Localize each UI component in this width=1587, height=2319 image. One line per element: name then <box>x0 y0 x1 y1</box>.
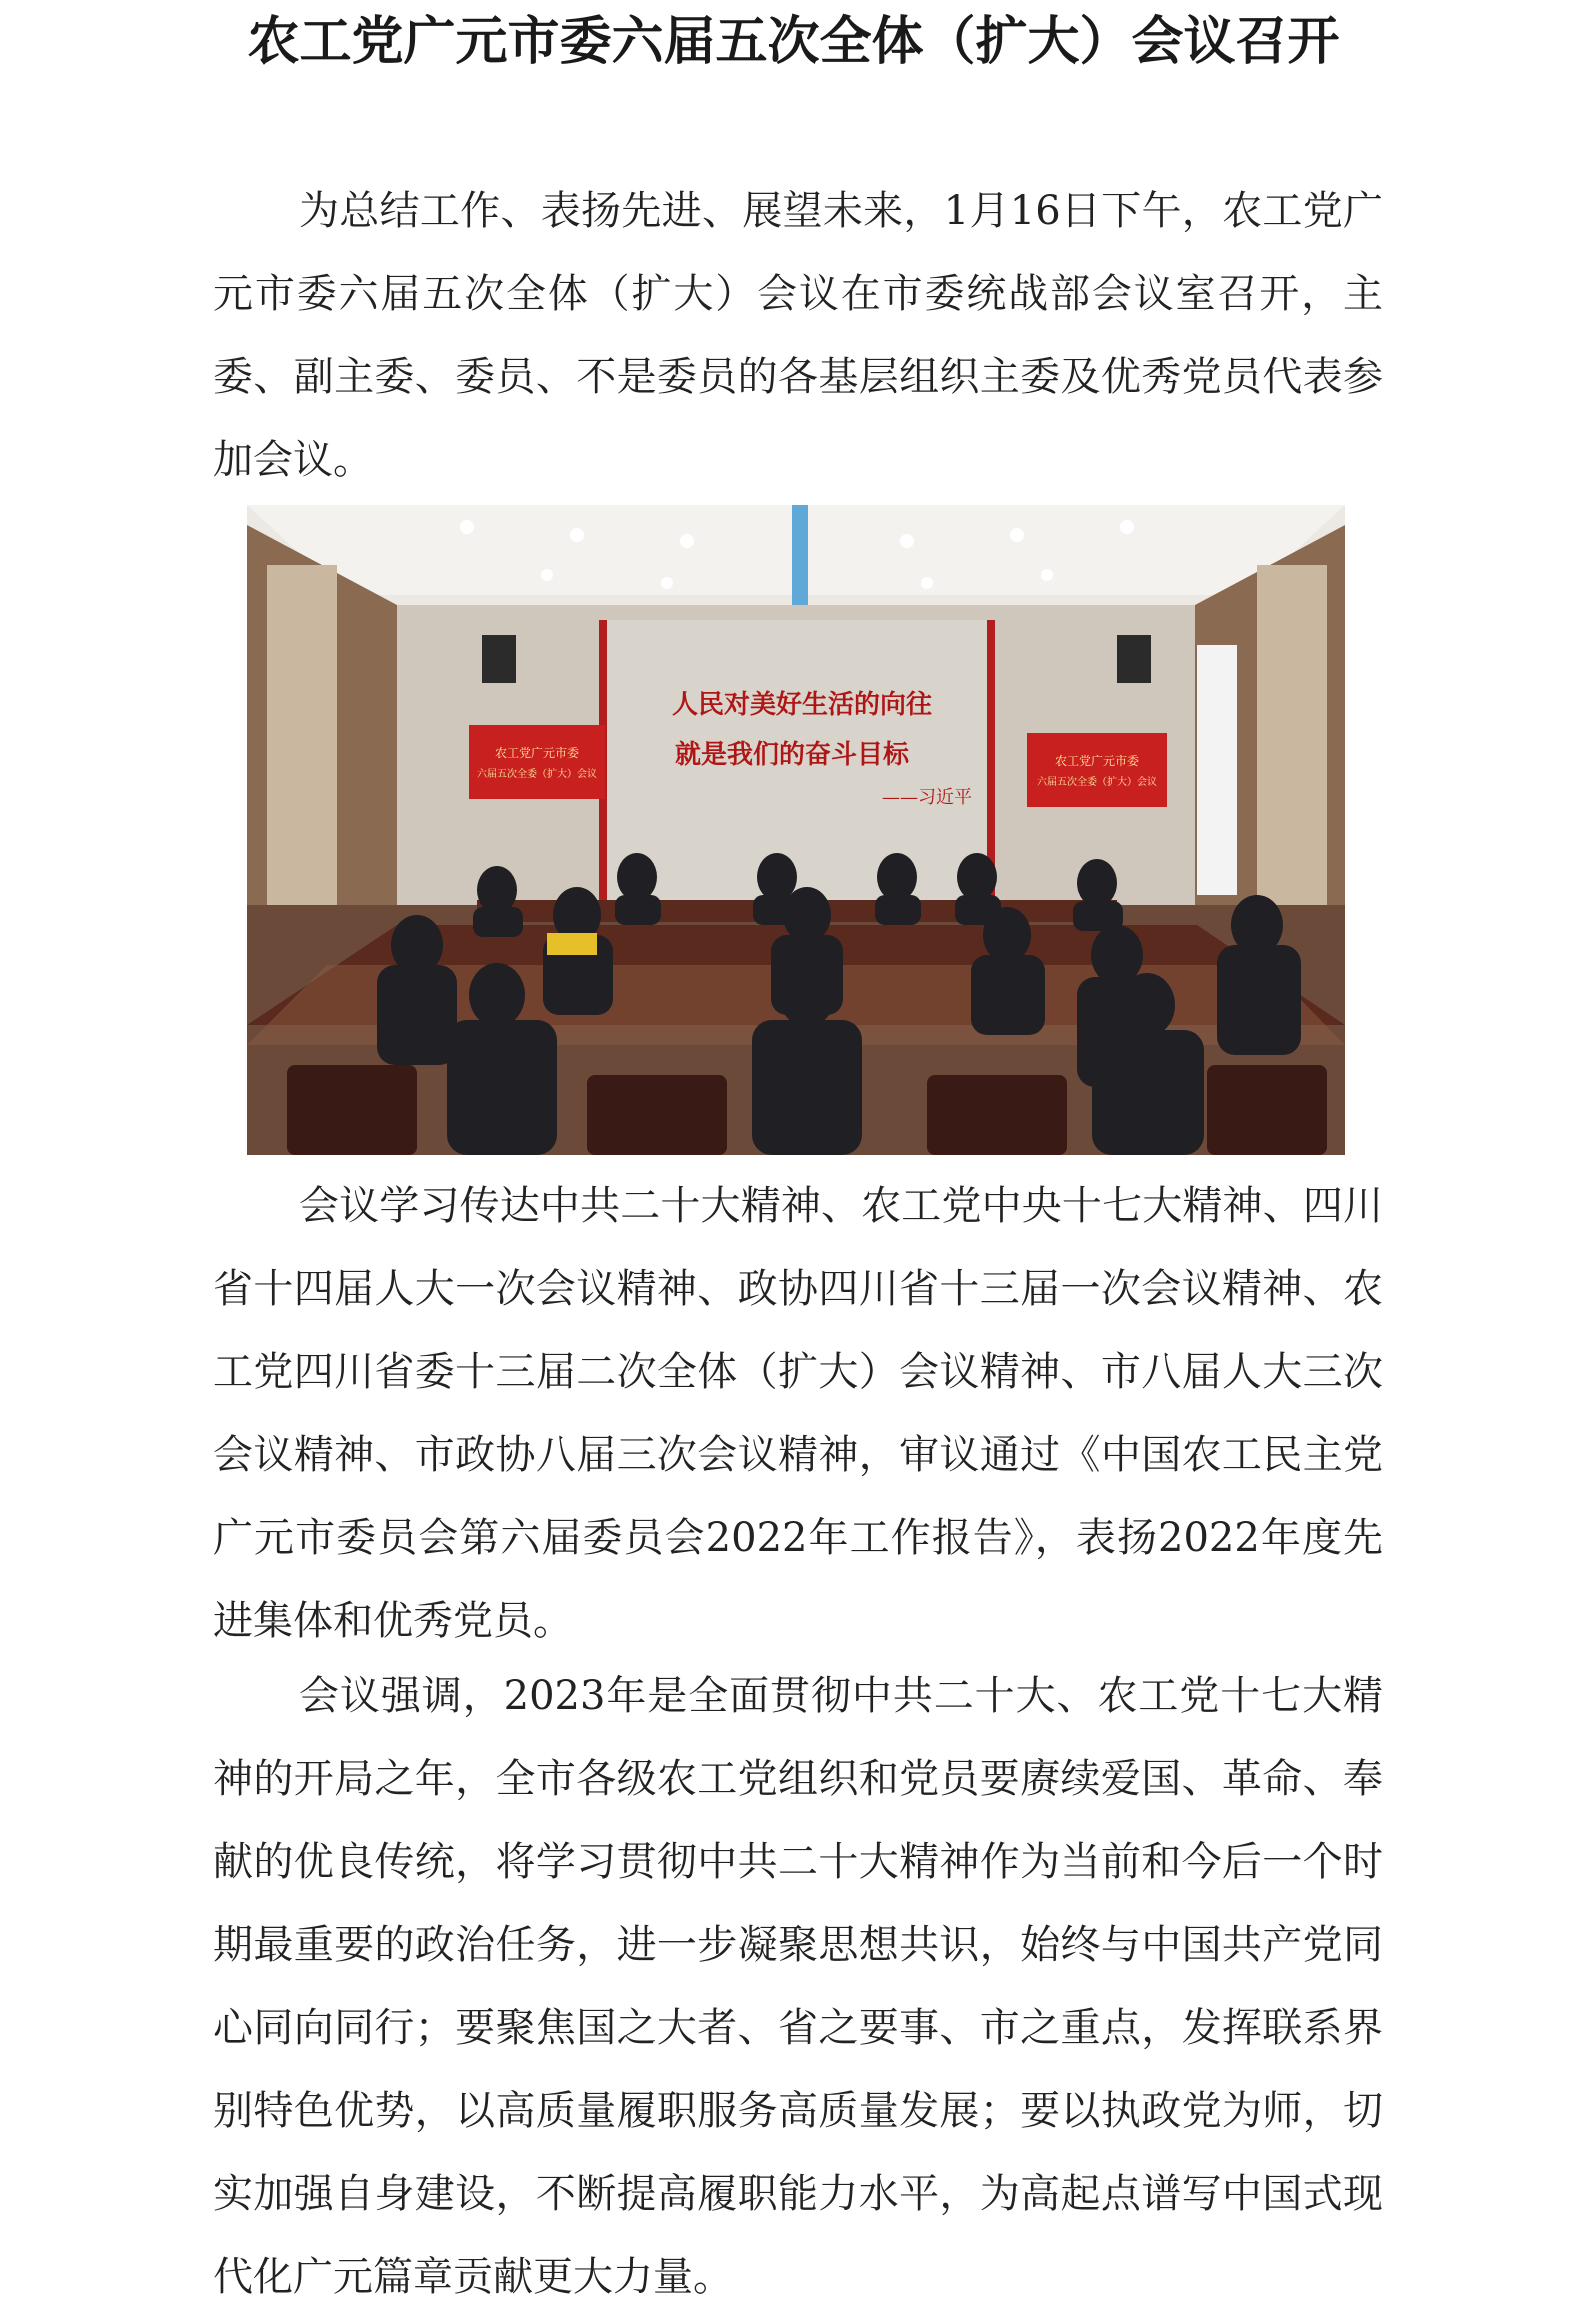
paragraph-content: 会议学习传达中共二十大精神、农工党中央十七大精神、四川省十四届人大一次会议精神、政协四川省十三届一次会议精神、农工党四川省委十三届二次全体（扩大）会议精神、市八届人大三次会议精神、市政协八届三次会议精神，审议通过《中国农工民主党广元市委员会第六届委员会2022年工作报告》，表扬2022年度先进集体和优秀党员。 <box>213 1183 1383 1644</box>
yellow-jacket <box>547 933 597 955</box>
banner-left-line2: 六届五次全委（扩大）会议 <box>477 769 597 780</box>
banner-left-line1: 农工党广元市委 <box>494 746 580 760</box>
banner-left <box>469 725 605 799</box>
air-conditioner <box>1197 645 1237 895</box>
wall-slogan-signature: ——习近平 <box>882 787 972 808</box>
paragraph-intro: 为总结工作、表扬先进、展望未来，1月16日下午，农工党广元市委六届五次全体（扩大）会议在市委统战部会议室召开，主委、副主委、委员、不是委员的各基层组织主委及优秀党员代表参加会议。 <box>213 188 1383 483</box>
article-title: 农工党广元市委六届五次全体（扩大）会议召开 <box>247 11 1340 72</box>
banner-right-line2: 六届五次全委（扩大）会议 <box>1037 777 1157 788</box>
wall-slogan-line1: 人民对美好生活的向往 <box>671 690 933 720</box>
banner-right-line1: 农工党广元市委 <box>1054 754 1140 768</box>
speaker-left <box>482 635 516 683</box>
speaker-right <box>1117 635 1151 683</box>
banner-right <box>1027 733 1167 807</box>
wall-slogan-line2: 就是我们的奋斗目标 <box>674 740 910 770</box>
paragraph-emphasis: 会议强调，2023年是全面贯彻中共二十大、农工党十七大精神的开局之年，全市各级农工党组织和党员要赓续爱国、革命、奉献的优良传统，将学习贯彻中共二十大精神作为当前和今后一个时期最重要的政治任务，进一步凝聚思想共识，始终与中国共产党同心同向同行；要聚焦国之大者、省之要事、市之重点，发挥联系界别特色优势，以高质量履职服务高质量发展；要以执政党为师，切实加强自身建设，不断提高履职能力水平，为高起点谱写中国式现代化广元篇章贡献更大力量。 <box>213 1673 1383 2300</box>
meeting-photo <box>247 505 1345 1155</box>
